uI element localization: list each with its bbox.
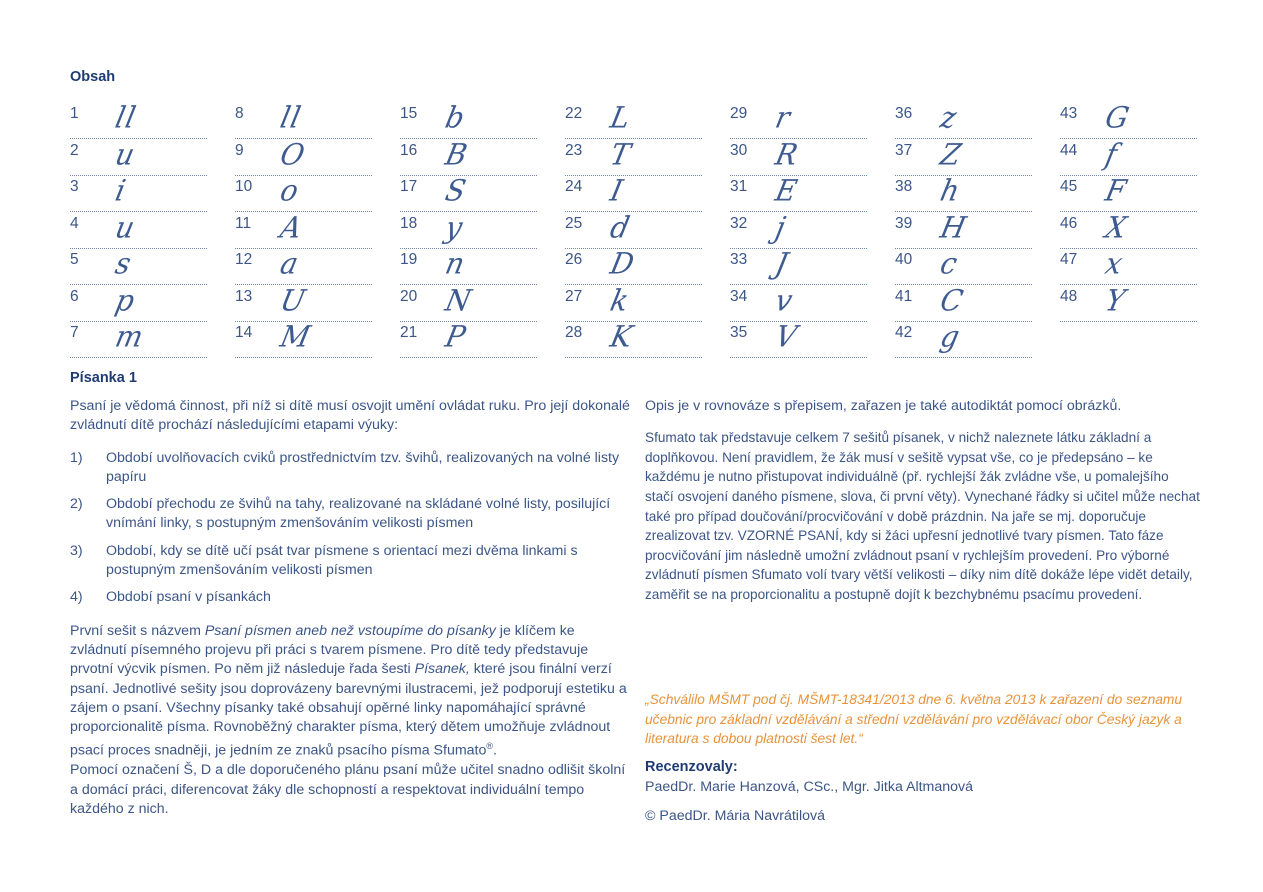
- toc-entry: [235, 175, 372, 212]
- toc-entry: [895, 136, 1032, 176]
- toc-entry-number: 32: [730, 214, 748, 232]
- toc-entry: [730, 282, 867, 322]
- first-workbook-title: Psaní písmen aneb než vstoupíme do písanky: [204, 622, 496, 639]
- toc-entry-number: 7: [70, 324, 79, 341]
- toc-entry-letter: A: [277, 209, 306, 245]
- toc-entry-letter: J: [772, 246, 792, 281]
- toc-entry: [235, 321, 372, 358]
- toc-entry: [1060, 248, 1197, 285]
- toc-entry: [1060, 175, 1197, 212]
- toc-entry-letter: i: [112, 173, 130, 208]
- toc-entry-number: 5: [70, 251, 79, 268]
- toc-entry-letter: R: [772, 136, 802, 172]
- toc-entry-number: 13: [235, 287, 253, 305]
- description-paragraph: [70, 622, 630, 820]
- toc-entry: [565, 321, 702, 358]
- toc-entry-letter: K: [607, 319, 637, 354]
- toc-entry-letter: p: [112, 282, 139, 318]
- toc-entry-letter: E: [772, 173, 802, 208]
- toc-entry-number: 34: [730, 287, 748, 305]
- toc-entry: [565, 175, 702, 212]
- toc-entry: [730, 136, 867, 176]
- opis-paragraph: Opis je v rovnováze s přepisem, zařazen je také autodiktát pomocí obrázků.: [645, 398, 1122, 414]
- toc-entry-number: 29: [730, 105, 748, 122]
- toc-entry: [565, 136, 702, 176]
- toc-entry-number: 40: [895, 251, 913, 268]
- toc-entry: [730, 248, 867, 285]
- toc-entry-number: 18: [400, 214, 418, 232]
- toc-entry-number: 39: [895, 214, 913, 232]
- toc-entry-number: 12: [235, 251, 253, 268]
- toc-entry-letter: S: [442, 173, 470, 208]
- toc-entry: [400, 248, 537, 285]
- toc-entry-letter: T: [607, 136, 635, 172]
- toc-entry-number: 35: [730, 324, 748, 341]
- toc-entry: [1060, 209, 1197, 249]
- step-item: [70, 542, 630, 581]
- step-number: 1): [70, 449, 83, 466]
- toc-entry-letter: s: [112, 246, 136, 281]
- toc-entry: [1060, 282, 1197, 322]
- reviewers-heading: Recenzovaly:: [645, 759, 738, 775]
- toc-entry-letter: L: [607, 100, 635, 135]
- step-item: [70, 449, 630, 488]
- toc-entry-number: 42: [895, 324, 913, 341]
- step-item: [70, 495, 630, 534]
- toc-entry: [565, 209, 702, 249]
- toc-entry-number: 38: [895, 178, 913, 195]
- toc-entry-number: 36: [895, 105, 913, 122]
- toc-entry: [235, 102, 372, 139]
- description-text: První sešit s názvem: [70, 622, 205, 639]
- toc-entry-number: 16: [400, 141, 418, 159]
- toc-entry-number: 4: [70, 214, 79, 232]
- step-text: Období, kdy se dítě učí psát tvar písmene s orientací mezi dvěma linkami s postupným zmenšováním velikosti písmen: [106, 542, 578, 579]
- toc-entry-number: 15: [400, 105, 418, 122]
- toc-entry-number: 33: [730, 251, 748, 268]
- toc-entry-letter: V: [772, 319, 801, 354]
- toc-entry-letter: C: [937, 282, 968, 318]
- toc-entry-letter: B: [442, 136, 472, 172]
- toc-entry-number: 41: [895, 287, 913, 305]
- toc-entry: [400, 282, 537, 322]
- table-of-contents: [70, 102, 1200, 364]
- step-text: Období přechodu ze švihů na tahy, realizované na skládané volné listy, posilující vnímání linky, s postupným zmenšováním velikosti písmen: [106, 496, 611, 532]
- toc-entry-letter: u: [112, 136, 139, 172]
- toc-entry-letter: k: [607, 282, 633, 318]
- description-text: které jsou finální verzí psaní. Jednotlivé sešity jsou doprovázeny barevnými ilustracemi, jež podporují estetiku a zájem o psaní. Všechny písanky také obsahují opěrné linky napomáhající správné proporcionalitě písma. Rovnoběžný charakter písma, který dětem umožňuje zvládnout psací proces snadněji, je jedním ze znaků psacího písma Sfumato: [70, 661, 627, 760]
- description-text: Pomocí označení Š, D a dle doporučeného plánu psaní může učitel snadno odlišit školní a domácí práci, diferencovat žáky dle schopností a respektovat individuální tempo každého z nich.: [70, 762, 626, 818]
- series-title: Písanek,: [414, 661, 470, 678]
- sfumato-paragraph: Sfumato tak představuje celkem 7 sešitů písanek, v nichž naleznete látku základní a doplňkovou. Není pravidlem, že žák musí v sešitě vypsat vše, co je předepsáno – ke každému je nutno přistupovat individuálně (př. rychlejší žák zvládne vše, u pomalejšího stačí osvojení daného písmene, slova, či první věty). Vynechané řádky si učitel může nechat také pro případ doučování/procvičování v době prázdnin. Na jaře se mj. doporučuje zrealizovat tzv. VZORNÉ PSANÍ, kdy si žáci upřesní jednotlivé tvary písmen. Tato fáze procvičování jim následně umožní zvládnout psaní v rychlejším provedení. Pro výborné zvládnutí písmen Sfumato volí tvary větší velikosti – díky nim dítě dokáže lépe vidět detaily, zaměřit se na proporcionalitu a postupně dojít k bezchybnému psacímu provedení.: [645, 430, 1200, 603]
- toc-entry: [235, 282, 372, 322]
- toc-entry: [400, 102, 537, 139]
- toc-entry: [565, 248, 702, 285]
- toc-entry-number: 1: [70, 105, 79, 122]
- toc-entry-letter: Z: [937, 136, 966, 172]
- toc-entry-letter: O: [277, 136, 309, 172]
- toc-entry-letter: x: [1102, 246, 1127, 281]
- description-text: je klíčem ke zvládnutí písemného projevu při práci s tvarem písmene. Pro dítě tedy představuje prvotní výcvik písmen. Po něm již následuje řada šesti: [70, 622, 589, 678]
- toc-entry: [730, 102, 867, 139]
- right-column: [645, 397, 1200, 605]
- toc-entry-number: 14: [235, 324, 253, 341]
- toc-entry-number: 11: [235, 214, 252, 232]
- toc-entry-number: 17: [400, 178, 418, 195]
- toc-entry: [895, 321, 1032, 358]
- toc-entry: [565, 282, 702, 322]
- toc-entry-letter: h: [937, 173, 964, 208]
- toc-entry-letter: v: [772, 282, 797, 318]
- toc-entry-number: 22: [565, 105, 583, 122]
- toc-entry-letter: X: [1102, 209, 1131, 245]
- intro-paragraph: Psaní je vědomá činnost, při níž si dítě musí osvojit umění ovládat ruku. Pro její dokonalé zvládnutí dítě prochází následujícími etapami výuky:: [70, 398, 630, 434]
- toc-entry: [400, 175, 537, 212]
- toc-entry-letter: j: [772, 209, 790, 245]
- toc-entry: [730, 321, 867, 358]
- toc-entry-letter: g: [937, 319, 964, 354]
- toc-entry: [235, 248, 372, 285]
- approval-quote: „Schválilo MŠMT pod čj. MŠMT-18341/2013 dne 6. května 2013 k zařazení do seznamu učebnic pro základní vzdělávání a střední vzdělávání pro vzdělávací obor Český jazyk a literatura s dobou platnosti šest let.“: [645, 692, 1183, 747]
- toc-entry-number: 30: [730, 141, 748, 159]
- toc-entry: [1060, 136, 1197, 176]
- step-text: Období psaní v písankách: [106, 589, 271, 606]
- toc-entry-letter: Y: [1102, 282, 1130, 318]
- toc-entry-letter: m: [112, 319, 148, 354]
- toc-entry: [730, 209, 867, 249]
- toc-entry-letter: D: [607, 246, 639, 281]
- toc-entry: [895, 282, 1032, 322]
- toc-entry-letter: r: [772, 100, 795, 135]
- toc-entry-number: 10: [235, 178, 253, 195]
- toc-entry-number: 21: [400, 324, 418, 341]
- toc-entry-number: 6: [70, 287, 79, 305]
- step-number: 3): [70, 542, 83, 559]
- toc-entry-number: 3: [70, 178, 79, 195]
- toc-entry: [400, 321, 537, 358]
- toc-entry-letter: I: [607, 173, 627, 208]
- toc-entry: [70, 248, 207, 285]
- toc-entry-number: 44: [1060, 141, 1078, 159]
- toc-entry: [565, 102, 702, 139]
- toc-entry-number: 37: [895, 141, 913, 159]
- toc-entry: [895, 175, 1032, 212]
- toc-entry-letter: G: [1102, 100, 1134, 135]
- description-text: .: [493, 743, 497, 760]
- toc-entry: [70, 136, 207, 176]
- toc-entry-number: 46: [1060, 214, 1078, 232]
- left-column: [70, 397, 630, 819]
- toc-entry: [235, 136, 372, 176]
- toc-entry: [400, 209, 537, 249]
- toc-entry-number: 24: [565, 178, 583, 195]
- step-text: Období uvolňovacích cviků prostřednictvím tzv. švihů, realizovaných na volné listy papíru: [106, 449, 620, 485]
- toc-entry-number: 19: [400, 251, 418, 268]
- toc-entry: [70, 321, 207, 358]
- toc-entry-number: 2: [70, 141, 79, 159]
- toc-entry-letter: a: [277, 246, 303, 281]
- toc-entry-letter: M: [277, 319, 315, 354]
- toc-entry-number: 43: [1060, 105, 1078, 122]
- step-number: 4): [70, 589, 83, 606]
- toc-entry: [70, 102, 207, 139]
- toc-entry-letter: u: [112, 209, 139, 245]
- toc-entry: [895, 209, 1032, 249]
- pisanka-heading: Písanka 1: [70, 370, 137, 386]
- copyright-line: © PaedDr. Mária Navrátilová: [645, 808, 825, 824]
- toc-entry-letter: ll: [277, 100, 305, 135]
- toc-entry-number: 47: [1060, 251, 1078, 268]
- toc-heading: Obsah: [70, 69, 116, 85]
- toc-entry-letter: y: [442, 209, 467, 245]
- toc-entry: [895, 102, 1032, 139]
- toc-entry-letter: f: [1102, 136, 1122, 172]
- toc-entry-letter: d: [607, 209, 634, 245]
- toc-entry-number: 23: [565, 141, 583, 159]
- toc-entry-letter: F: [1102, 173, 1131, 208]
- toc-entry: [895, 248, 1032, 285]
- toc-entry-number: 31: [730, 178, 748, 195]
- toc-entry-number: 27: [565, 287, 583, 305]
- toc-entry-letter: z: [937, 100, 961, 135]
- step-number: 2): [70, 496, 83, 513]
- toc-entry: [730, 175, 867, 212]
- toc-entry: [70, 282, 207, 322]
- toc-entry: [70, 209, 207, 249]
- toc-entry-number: 8: [235, 105, 244, 122]
- toc-entry-number: 26: [565, 251, 583, 268]
- toc-entry-number: 28: [565, 324, 583, 341]
- toc-entry-letter: ll: [112, 100, 140, 135]
- toc-entry-letter: o: [277, 173, 303, 208]
- toc-entry: [70, 175, 207, 212]
- toc-entry-letter: n: [442, 246, 469, 281]
- toc-entry-letter: N: [442, 282, 476, 318]
- toc-entry: [235, 209, 372, 249]
- registered-mark: ®: [486, 741, 494, 752]
- toc-entry-letter: P: [442, 319, 470, 354]
- toc-entry: [1060, 102, 1197, 139]
- toc-entry: [400, 136, 537, 176]
- toc-entry-number: 48: [1060, 287, 1078, 305]
- toc-entry-letter: c: [937, 246, 962, 281]
- toc-entry-number: 25: [565, 214, 583, 232]
- steps-list: [70, 449, 630, 608]
- reviewers-names: PaedDr. Marie Hanzová, CSc., Mgr. Jitka Altmanová: [645, 779, 974, 795]
- toc-entry-number: 20: [400, 287, 418, 305]
- toc-entry-letter: b: [442, 100, 469, 135]
- toc-entry-letter: U: [277, 282, 310, 318]
- toc-entry-number: 9: [235, 141, 244, 159]
- toc-entry-letter: H: [937, 209, 971, 245]
- toc-entry-number: 45: [1060, 178, 1078, 195]
- step-item: [70, 588, 630, 607]
